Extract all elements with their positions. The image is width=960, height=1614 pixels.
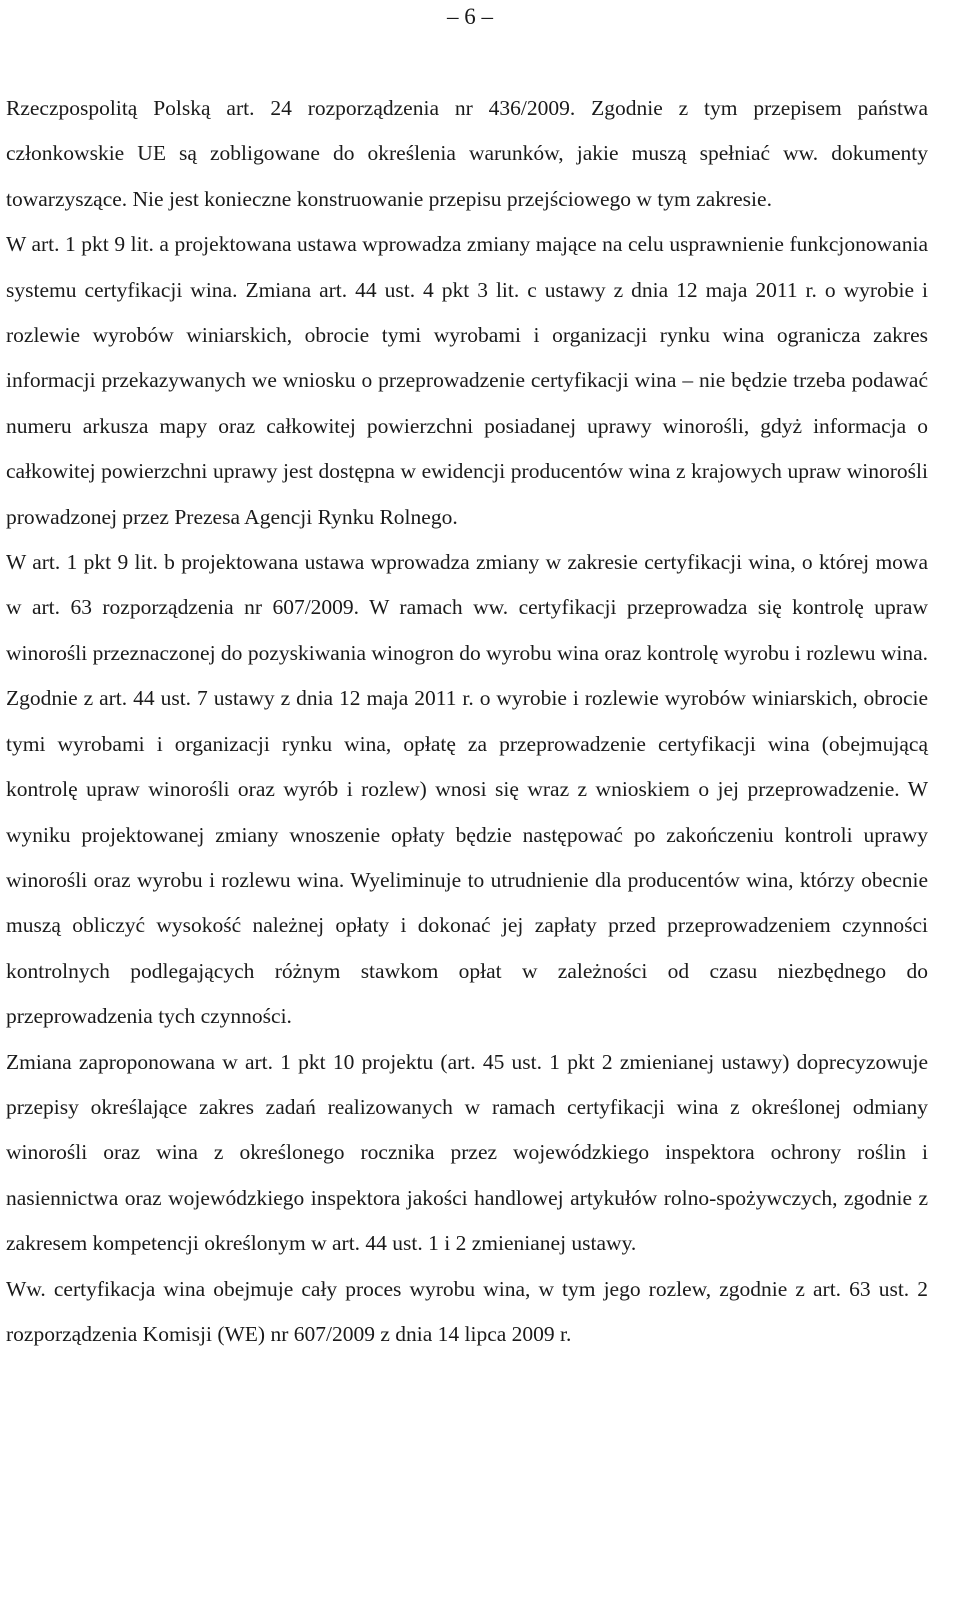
paragraph-4: Zmiana zaproponowana w art. 1 pkt 10 projektu (art. 45 ust. 1 pkt 2 zmienianej ustawy) doprecyzowuje przepisy określające zakres zadań realizowanych w ramach certyfikacji wina z określonej odmiany winorośli oraz wina z określonego rocznika przez wojewódzkiego inspektora ochrony roślin i nasiennictwa oraz wojewódzkiego inspektora jakości handlowej artykułów rolno-spożywczych, zgodnie z zakresem kompetencji określonym w art. 44 ust. 1 i 2 zmienianej ustawy.	[6, 1049, 928, 1256]
paragraph-3: W art. 1 pkt 9 lit. b projektowana ustawa wprowadza zmiany w zakresie certyfikacji wina, o której mowa w art. 63 rozporządzenia nr 607/2009. W ramach ww. certyfikacji przeprowadza się kontrolę upraw winorośli przeznaczonej do pozyskiwania winogron do wyrobu wina oraz kontrolę wyrobu i rozlewu wina. Zgodnie z art. 44 ust. 7 ustawy z dnia 12 maja 2011 r. o wyrobie i rozlewie wyrobów winiarskich, obrocie tymi wyrobami i organizacji rynku wina, opłatę za przeprowadzenie certyfikacji wina (obejmującą kontrolę upraw winorośli oraz wyrób i rozlew) wnosi się wraz z wnioskiem o jej przeprowadzenie. W wyniku projektowanej zmiany wnoszenie opłaty będzie następować po zakończeniu kontroli uprawy winorośli oraz wyrobu i rozlewu wina. Wyeliminuje to utrudnienie dla producentów wina, którzy obecnie muszą obliczyć wysokość należnej opłaty i dokonać jej zapłaty przed przeprowadzeniem czynności kontrolnych podlegających różnym stawkom opłat w zależności od czasu niezbędnego do przeprowadzenia tych czynności.	[6, 550, 928, 1029]
page-number: – 6 –	[447, 4, 493, 29]
paragraph-5: Ww. certyfikacja wina obejmuje cały proces wyrobu wina, w tym jego rozlew, zgodnie z art. 63 ust. 2 rozporządzenia Komisji (WE) nr 607/2009 z dnia 14 lipca 2009 r.	[6, 1276, 928, 1346]
paragraph-2: W art. 1 pkt 9 lit. a projektowana ustawa wprowadza zmiany mające na celu usprawnienie funkcjonowania systemu certyfikacji wina. Zmiana art. 44 ust. 4 pkt 3 lit. c ustawy z dnia 12 maja 2011 r. o wyrobie i rozlewie wyrobów winiarskich, obrocie tymi wyrobami i organizacji rynku wina ogranicza zakres informacji przekazywanych we wniosku o przeprowadzenie certyfikacji wina – nie będzie trzeba podawać numeru arkusza mapy oraz całkowitej powierzchni posiadanej uprawy winorośli, gdyż informacja o całkowitej powierzchni uprawy jest dostępna w ewidencji producentów wina z krajowych upraw winorośli prowadzonej przez Prezesa Agencji Rynku Rolnego.	[6, 232, 928, 529]
paragraph-1: Rzeczpospolitą Polską art. 24 rozporządzenia nr 436/2009. Zgodnie z tym przepisem państwa członkowskie UE są zobligowane do określenia warunków, jakie muszą spełniać ww. dokumenty towarzyszące. Nie jest konieczne konstruowanie przepisu przejściowego w tym zakresie.	[6, 96, 928, 211]
document-page	[6, 0, 928, 1357]
